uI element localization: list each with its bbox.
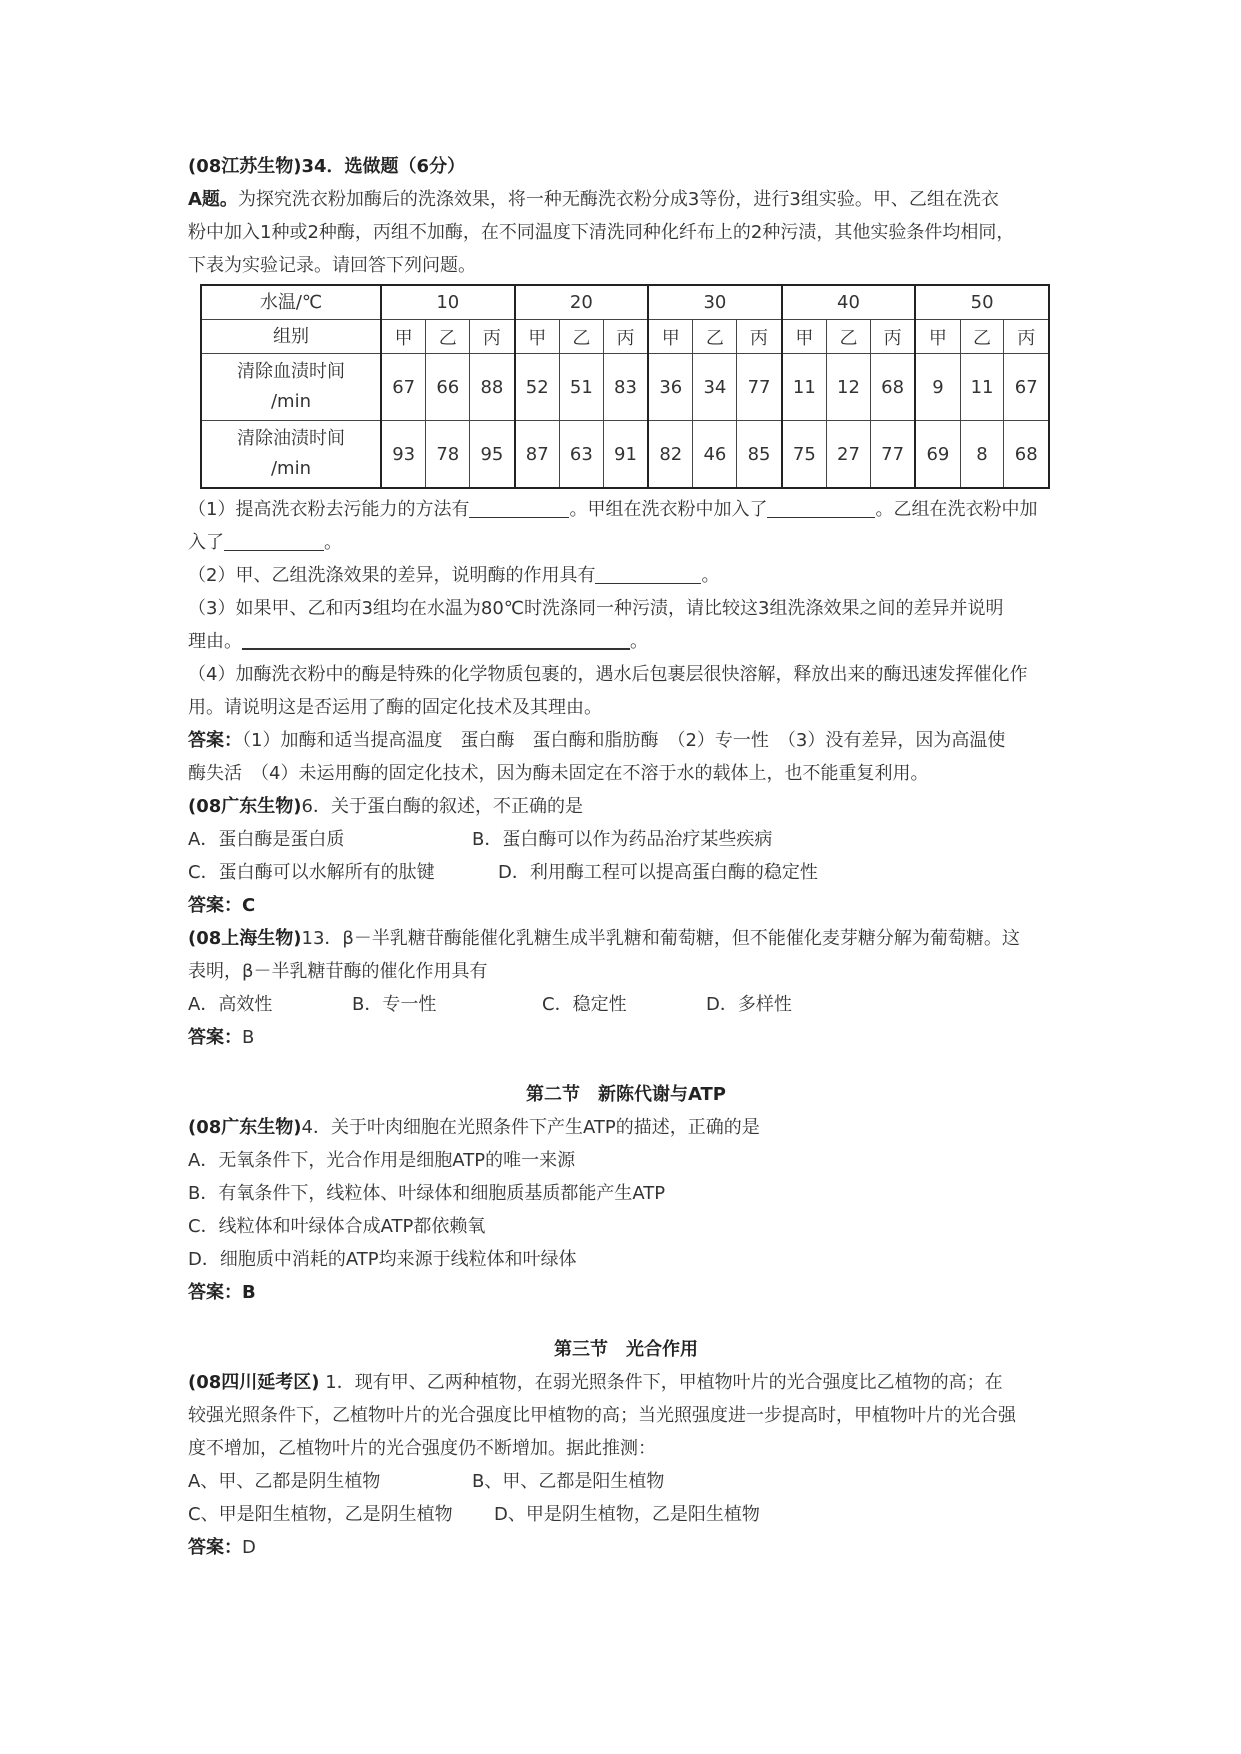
temperature-50: 50 xyxy=(915,285,1049,320)
table-cell: 34 xyxy=(693,354,737,421)
q3-source: (08上海生物) xyxy=(188,928,302,949)
s3-answer xyxy=(188,1531,1064,1564)
q3-option-a: A．高效性 xyxy=(188,994,273,1015)
document-content xyxy=(188,150,1064,1564)
table-row-temperature xyxy=(201,285,1049,320)
group-cell: 乙 xyxy=(559,320,603,354)
q1-sub1-cont xyxy=(188,526,1064,559)
s3-source: (08四川延考区) xyxy=(188,1372,320,1393)
experiment-table xyxy=(200,284,1050,489)
table-cell: 46 xyxy=(693,421,737,489)
answer-blank[interactable] xyxy=(595,563,701,584)
q1-sub3: （3）如果甲、乙和丙3组均在水温为80℃时洗涤同一种污渍，请比较这3组洗涤效果之间的差异并说明 xyxy=(188,598,1004,619)
table-row-oilstain xyxy=(201,421,1049,489)
table-cell: 77 xyxy=(737,354,782,421)
table-cell: 75 xyxy=(782,421,827,489)
q3-option-b: B．专一性 xyxy=(352,994,437,1015)
answer-label: 答案： xyxy=(188,1027,242,1048)
q1-sub1 xyxy=(188,493,1064,526)
q1-sub2 xyxy=(188,559,1064,592)
oilstain-label-line1: 清除油渍时间 xyxy=(237,428,345,449)
answer-label: 答案： xyxy=(188,895,242,916)
s3-option-b: B、甲、乙都是阳生植物 xyxy=(472,1471,665,1492)
answer-blank[interactable] xyxy=(224,530,324,551)
s3-stem-cont: 较强光照条件下，乙植物叶片的光合强度比甲植物的高；当光照强度进一步提高时，甲植物叶片的光合强 xyxy=(188,1405,1016,1426)
group-cell: 甲 xyxy=(381,320,426,354)
s3-stem xyxy=(188,1366,1064,1399)
answer-label: 答案： xyxy=(188,1537,242,1558)
table-cell: 63 xyxy=(559,421,603,489)
spacer xyxy=(188,1054,1064,1078)
temperature-30: 30 xyxy=(648,285,782,320)
q1-sub3-text: 。 xyxy=(630,631,648,652)
q1-sub3-text: 理由。 xyxy=(188,631,242,652)
bloodstain-label-unit: /min xyxy=(270,391,311,412)
answer-blank[interactable] xyxy=(242,628,630,650)
q1-answer-text: （1）加酶和适当提高温度 蛋白酶 蛋白酶和脂肪酶 （2）专一性 （3）没有差异，因为高温使 xyxy=(242,730,1006,751)
q3-option-d: D．多样性 xyxy=(706,994,792,1015)
table-cell: 77 xyxy=(870,421,915,489)
group-cell: 甲 xyxy=(648,320,693,354)
q3-answer-value: B xyxy=(242,1027,255,1048)
s2-option-a: A．无氧条件下，光合作用是细胞ATP的唯一来源 xyxy=(188,1150,576,1171)
group-cell: 乙 xyxy=(960,320,1004,354)
answer-blank[interactable] xyxy=(469,497,569,518)
q1-intro-text: 为探究洗衣粉加酶后的洗涤效果，将一种无酶洗衣粉分成3等份，进行3组实验。甲、乙组在洗衣 xyxy=(237,189,999,210)
group-cell: 甲 xyxy=(915,320,960,354)
table-cell: 51 xyxy=(559,354,603,421)
table-cell: 82 xyxy=(648,421,693,489)
section-title: 第三节 光合作用 xyxy=(554,1339,698,1360)
table-cell: 68 xyxy=(1004,421,1049,489)
group-cell: 丙 xyxy=(603,320,648,354)
oilstain-label-unit: /min xyxy=(270,458,311,479)
table-cell: 52 xyxy=(515,354,560,421)
table-cell: 91 xyxy=(603,421,648,489)
group-cell: 丙 xyxy=(1004,320,1049,354)
s2-stem-text: 4．关于叶肉细胞在光照条件下产生ATP的描述，正确的是 xyxy=(301,1117,760,1138)
group-cell: 丙 xyxy=(737,320,782,354)
s2-source: (08广东生物) xyxy=(188,1117,302,1138)
q3-stem-text: 13．β－半乳糖苷酶能催化乳糖生成半乳糖和葡萄糖，但不能催化麦芽糖分解为葡萄糖。这 xyxy=(301,928,1020,949)
group-cell: 甲 xyxy=(782,320,827,354)
spacer xyxy=(188,1309,1064,1333)
q1-sub1-text: 。 xyxy=(324,532,342,553)
q1-sub2-text: 。 xyxy=(701,565,720,586)
table-row-groups xyxy=(201,320,1049,354)
s3-option-a: A、甲、乙都是阴生植物 xyxy=(188,1471,381,1492)
q2-option-c: C．蛋白酶可以水解所有的肽键 xyxy=(188,862,435,883)
temperature-label: 水温/℃ xyxy=(201,285,381,320)
table-cell: 78 xyxy=(426,421,470,489)
bloodstain-label-line1: 清除血渍时间 xyxy=(237,361,345,382)
q1-answer-cont: 酶失活 （4）未运用酶的固定化技术，因为酶未固定在不溶于水的载体上，也不能重复利用。 xyxy=(188,763,929,784)
s2-option-b: B．有氧条件下，线粒体、叶绿体和细胞质基质都能产生ATP xyxy=(188,1183,666,1204)
q2-stem-text: 6．关于蛋白酶的叙述，不正确的是 xyxy=(301,796,583,817)
s3-answer-value: D xyxy=(242,1537,256,1558)
table-cell: 8 xyxy=(960,421,1004,489)
q1-sub2-text: （2）甲、乙组洗涤效果的差异，说明酶的作用具有 xyxy=(188,565,596,586)
group-cell: 乙 xyxy=(426,320,470,354)
section-title: 第二节 新陈代谢与ATP xyxy=(525,1084,726,1105)
table-cell: 67 xyxy=(381,354,426,421)
q1-sub1-text: （1）提高洗衣粉去污能力的方法有 xyxy=(188,499,470,520)
q3-stem-cont: 表明，β－半乳糖苷酶的催化作用具有 xyxy=(188,961,488,982)
s2-stem xyxy=(188,1111,1064,1144)
answer-blank[interactable] xyxy=(767,497,875,518)
q1-intro-line xyxy=(188,183,1064,216)
table-cell: 66 xyxy=(426,354,470,421)
table-cell: 27 xyxy=(827,421,871,489)
table-cell: 88 xyxy=(470,354,515,421)
q1-sub1-text: 。乙组在洗衣粉中加 xyxy=(875,499,1038,520)
q1-source: (08江苏生物)34．选做题（6分） xyxy=(188,156,466,177)
oilstain-label xyxy=(201,421,381,489)
q2-stem xyxy=(188,790,1064,823)
q2-option-b: B．蛋白酶可以作为药品治疗某些疾病 xyxy=(472,829,773,850)
s3-stem-cont: 度不增加，乙植物叶片的光合强度仍不断增加。据此推测： xyxy=(188,1438,656,1459)
q3-answer xyxy=(188,1021,1064,1054)
q1-sub3-cont xyxy=(188,625,1064,658)
table-cell: 87 xyxy=(515,421,560,489)
q1-intro-line: 下表为实验记录。请回答下列问题。 xyxy=(188,255,476,276)
answer-label: 答案： xyxy=(188,730,242,751)
s3-options-row xyxy=(188,1498,1064,1531)
table-cell: 12 xyxy=(827,354,871,421)
s2-answer-value: B xyxy=(242,1282,256,1303)
bloodstain-label xyxy=(201,354,381,421)
q3-option-c: C．稳定性 xyxy=(542,994,627,1015)
q3-options-row xyxy=(188,988,1064,1021)
s2-option-c: C．线粒体和叶绿体合成ATP都依赖氧 xyxy=(188,1216,486,1237)
q3-stem xyxy=(188,922,1064,955)
q1-intro-label: A题。 xyxy=(188,189,238,210)
q1-sub4: （4）加酶洗衣粉中的酶是特殊的化学物质包裹的，遇水后包裹层很快溶解，释放出来的酶迅速发挥催化作 xyxy=(188,664,1028,685)
q2-answer xyxy=(188,889,1064,922)
q1-sub4-cont: 用。请说明这是否运用了酶的固定化技术及其理由。 xyxy=(188,697,602,718)
s3-stem-text: 1．现有甲、乙两种植物，在弱光照条件下，甲植物叶片的光合强度比乙植物的高；在 xyxy=(319,1372,1003,1393)
table-cell: 68 xyxy=(870,354,915,421)
table-cell: 67 xyxy=(1004,354,1049,421)
group-cell: 乙 xyxy=(827,320,871,354)
group-cell: 丙 xyxy=(870,320,915,354)
q2-option-d: D．利用酶工程可以提高蛋白酶的稳定性 xyxy=(498,862,818,883)
table-cell: 83 xyxy=(603,354,648,421)
temperature-40: 40 xyxy=(782,285,916,320)
group-cell: 甲 xyxy=(515,320,560,354)
s3-options-row xyxy=(188,1465,1064,1498)
q1-sub1-text: 。甲组在洗衣粉中加入了 xyxy=(569,499,768,520)
table-cell: 11 xyxy=(960,354,1004,421)
group-cell: 乙 xyxy=(693,320,737,354)
q1-sub1-text: 入了 xyxy=(188,532,224,553)
q2-option-a: A．蛋白酶是蛋白质 xyxy=(188,829,345,850)
table-cell: 9 xyxy=(915,354,960,421)
s3-option-d: D、甲是阴生植物，乙是阳生植物 xyxy=(494,1504,760,1525)
q1-answer xyxy=(188,724,1064,757)
group-label: 组别 xyxy=(201,320,381,354)
q2-source: (08广东生物) xyxy=(188,796,302,817)
table-cell: 95 xyxy=(470,421,515,489)
table-row-bloodstain xyxy=(201,354,1049,421)
table-cell: 93 xyxy=(381,421,426,489)
table-cell: 11 xyxy=(782,354,827,421)
s3-option-c: C、甲是阳生植物，乙是阴生植物 xyxy=(188,1504,453,1525)
q2-options-row xyxy=(188,823,1064,856)
temperature-20: 20 xyxy=(515,285,649,320)
group-cell: 丙 xyxy=(470,320,515,354)
answer-label: 答案： xyxy=(188,1282,242,1303)
q2-options-row xyxy=(188,856,1064,889)
q2-answer-value: C xyxy=(242,895,256,916)
table-cell: 36 xyxy=(648,354,693,421)
q1-intro-line: 粉中加入1种或2种酶，丙组不加酶，在不同温度下清洗同种化纤布上的2种污渍，其他实验条件均相同， xyxy=(188,222,1015,243)
s2-answer xyxy=(188,1276,1064,1309)
s2-option-d: D．细胞质中消耗的ATP均来源于线粒体和叶绿体 xyxy=(188,1249,577,1270)
temperature-10: 10 xyxy=(381,285,515,320)
table-cell: 69 xyxy=(915,421,960,489)
table-cell: 85 xyxy=(737,421,782,489)
